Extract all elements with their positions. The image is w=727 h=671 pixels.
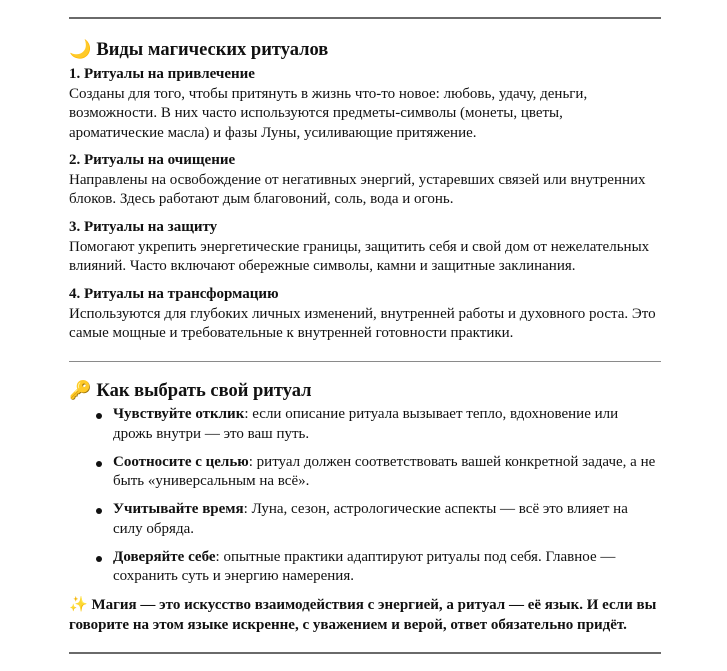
section-heading-ritual-types: [69, 37, 328, 62]
key-icon: 🔑: [69, 380, 92, 400]
list-item: [113, 548, 661, 587]
ritual-title: 3. Ритуалы на защиту: [69, 219, 218, 235]
closing-text: Магия — это искусство взаимодействия с энергией, а ритуал — её язык. И если вы говорите на этом языке искренне, с уважением и верой, ответ обязательно придёт.: [69, 597, 657, 633]
ritual-description: Направлены на освобождение от негативных энергий, устаревших связей или внутренних блоков. Здесь работают дым благовоний, соль, вода и огонь.: [69, 171, 646, 207]
ritual-cleansing: [69, 151, 661, 210]
sparkles-icon: ✨: [69, 597, 88, 613]
divider-middle: [69, 361, 661, 362]
ritual-title: 4. Ритуалы на трансформацию: [69, 286, 279, 302]
divider-bottom: [69, 652, 661, 654]
list-item: [113, 405, 661, 444]
ritual-title: 2. Ритуалы на очищение: [69, 152, 236, 168]
section-title: Как выбрать свой ритуал: [96, 381, 312, 401]
section-heading-choose-ritual: [69, 378, 312, 403]
tip-bold: Чувствуйте отклик: [113, 406, 245, 422]
ritual-transformation: [69, 285, 661, 344]
ritual-protection: [69, 218, 661, 277]
list-item: [113, 500, 661, 539]
tip-bold: Учитывайте время: [113, 501, 244, 517]
tip-text: : если описание ритуала вызывает тепло, вдохновение или дрожь внутри — это ваш путь.: [113, 406, 619, 442]
section-title: Виды магических ритуалов: [96, 40, 329, 60]
tip-bold: Доверяйте себе: [113, 548, 216, 565]
ritual-title: 1. Ритуалы на привлечение: [69, 66, 255, 82]
ritual-description: Помогают укрепить энергетические границы, защитить себя и свой дом от нежелательных влияний. Часто включают обережные символы, камни и защитные заклинания.: [69, 238, 650, 274]
tips-list: [69, 405, 661, 595]
ritual-description: Созданы для того, чтобы притянуть в жизнь что-то новое: любовь, удачу, деньги, возможности. В них часто используются предметы-символы (монеты, цветы, ароматические масла) и фазы Луны, усиливающие притяжение.: [69, 85, 588, 141]
tip-text: : опытные практики адаптируют ритуалы под себя. Главное — сохранить суть и энергию намерения.: [113, 548, 616, 584]
moon-icon: 🌙: [69, 39, 92, 59]
divider-top: [69, 17, 661, 19]
ritual-attraction: [69, 65, 661, 143]
closing-paragraph: [69, 595, 661, 635]
ritual-description: Используются для глубоких личных изменений, внутренней работы и духовного роста. Это самые мощные и требовательные к внутренней готовности практики.: [69, 305, 656, 341]
tip-text: : Луна, сезон, астрологические аспекты — всё это влияет на силу обряда.: [113, 501, 628, 537]
tip-bold: Соотносите с целью: [113, 453, 249, 470]
tip-text: : ритуал должен соответствовать вашей конкретной задаче, а не быть «универсальным на всё».: [113, 453, 656, 489]
list-item: [113, 453, 661, 492]
